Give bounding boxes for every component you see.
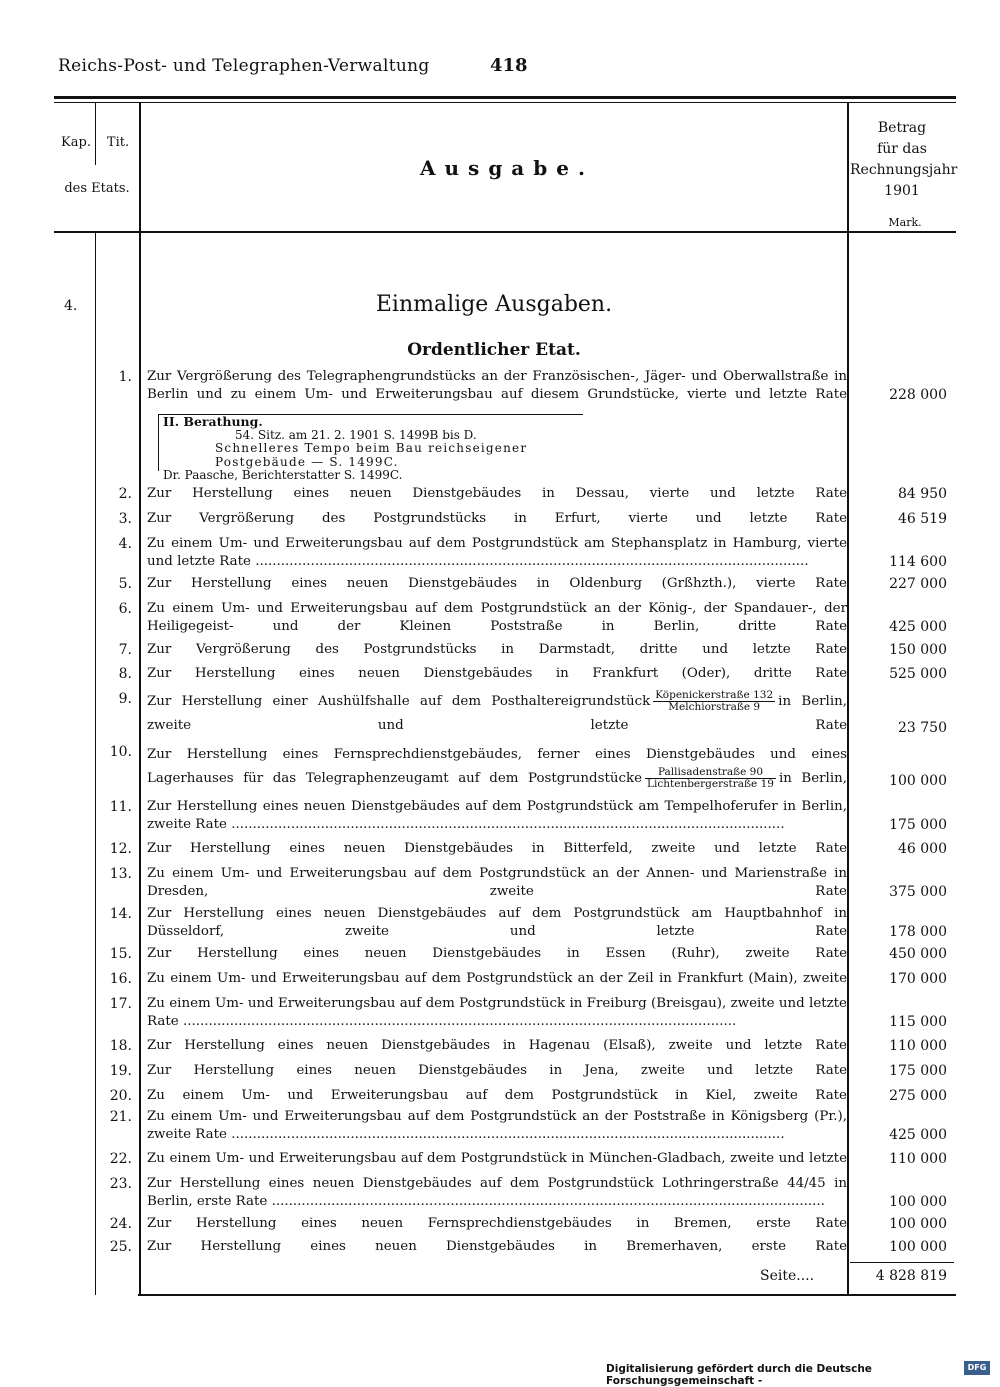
item-text	[147, 970, 847, 988]
item-number: 19.	[109, 1063, 132, 1079]
item-description: Zu einem Um- und Erweiterungsbau auf dem Postgrundstück in Freiburg (Breisgau), zweite und letzte Rate	[147, 996, 847, 1029]
item-text	[147, 368, 847, 404]
col-rule-kap-tit	[95, 103, 96, 165]
item-description: Zur Herstellung eines neuen Dienstgebäudes in Bitterfeld, zweite und letzte Rate	[147, 841, 847, 856]
dfg-logo: DFG	[964, 1361, 990, 1375]
item-number: 25.	[109, 1239, 132, 1255]
item-amount: 175 000	[889, 817, 947, 833]
item-description: Zu einem Um- und Erweiterungsbau auf dem Postgrundstück in München-Gladbach, zweite und letzte	[147, 1151, 847, 1166]
top-rule-thin	[54, 102, 956, 103]
item-text	[147, 690, 847, 738]
address-fraction-top: Pallisadenstraße 90	[645, 767, 776, 779]
item-amount: 114 600	[889, 554, 947, 570]
running-title: Reichs-Post- und Telegraphen-Verwaltung	[58, 56, 430, 76]
address-fraction	[653, 690, 775, 713]
item-text	[147, 1037, 847, 1055]
dot-leader: ..................................................................................................................................	[267, 1194, 825, 1209]
item-text	[147, 865, 847, 901]
item-amount: 23 750	[898, 720, 947, 736]
item-number: 8.	[118, 666, 132, 682]
item-number: 5.	[118, 576, 132, 592]
address-fraction-bottom: Lichtenbergerstraße 19	[647, 778, 774, 790]
item-description: Zur Herstellung eines neuen Dienstgebäudes in Essen (Ruhr), zweite Rate	[147, 946, 847, 961]
debate-note-line-2: Schnelleres Tempo beim Bau reichseigener Postgebäude — S. 1499C.	[215, 441, 528, 469]
header-betrag-line-3: Rechnungsjahr	[850, 162, 958, 178]
item-description: Zur Vergrößerung des Telegraphengrundstücks an der Französischen-, Jäger- und Oberwallstraße in Berlin und zu einem Um- und Erweiterungsbau auf diesem Grundstücke, vierte und letzte Rate	[147, 369, 847, 402]
item-text	[147, 1238, 847, 1256]
dot-leader: ..................................................................................................................................	[226, 817, 785, 832]
item-amount: 425 000	[889, 1127, 947, 1143]
item-text	[147, 798, 847, 834]
item-text	[147, 945, 847, 963]
item-text	[147, 510, 847, 528]
item-description: Zur Vergrößerung des Postgrundstücks in Darmstadt, dritte und letzte Rate	[147, 642, 847, 657]
total-rule	[850, 1262, 954, 1263]
item-description: Zur Herstellung eines neuen Fernsprechdienstgebäudes in Bremen, erste Rate	[147, 1216, 847, 1231]
item-amount: 178 000	[889, 924, 947, 940]
item-number: 12.	[109, 841, 132, 857]
header-betrag-line-4: 1901	[884, 183, 920, 199]
item-number: 10.	[109, 744, 132, 760]
item-number: 14.	[109, 906, 132, 922]
item-number: 20.	[109, 1088, 132, 1104]
item-description: Zu einem Um- und Erweiterungsbau auf dem Postgrundstück in Kiel, zweite Rate	[147, 1088, 847, 1103]
col-rule-tit-text	[139, 103, 141, 1295]
header-des-etats: des Etats.	[64, 181, 130, 196]
item-number: 9.	[118, 691, 132, 707]
address-fraction-bottom: Melchiorstraße 9	[668, 701, 761, 713]
item-amount: 525 000	[889, 666, 947, 682]
item-number: 13.	[109, 866, 132, 882]
item-number: 22.	[109, 1151, 132, 1167]
item-text-start: Zur Herstellung einer Aushülfshalle auf dem Posthaltereigrundstück	[147, 694, 651, 709]
col-rule-text-amount	[847, 103, 849, 1295]
item-description: Zu einem Um- und Erweiterungsbau auf dem Postgrundstück an der Poststraße in Königsberg (Pr.), zweite Rate	[147, 1109, 847, 1142]
item-amount: 115 000	[889, 1014, 947, 1030]
item-text	[147, 575, 847, 593]
item-description: Zu einem Um- und Erweiterungsbau auf dem Postgrundstück an der König-, der Spandauer-, der Heiligegeist- und der Kleinen Poststraße in Berlin, dritte Rate	[147, 601, 847, 634]
item-amount: 425 000	[889, 619, 947, 635]
item-description: Zur Herstellung eines neuen Dienstgebäudes in Oldenburg (Grßhzth.), vierte Rate	[147, 576, 847, 591]
item-number: 4.	[118, 536, 132, 552]
item-description: Zur Herstellung eines neuen Dienstgebäudes auf dem Postgrundstück Lothringerstraße 44/45 in Berlin, erste Rate	[147, 1176, 847, 1209]
item-amount: 450 000	[889, 946, 947, 962]
item-text	[147, 600, 847, 636]
item-amount: 228 000	[889, 387, 947, 403]
item-text	[147, 535, 847, 571]
item-number: 16.	[109, 971, 132, 987]
dot-leader: ..................................................................................................................................	[178, 1014, 737, 1029]
section-subtitle: Ordentlicher Etat.	[407, 340, 581, 360]
header-bottom-rule	[54, 231, 956, 233]
item-description: Zur Herstellung eines neuen Dienstgebäudes in Dessau, vierte und letzte Rate	[147, 486, 847, 501]
item-text	[147, 1215, 847, 1233]
address-fraction	[645, 767, 776, 790]
item-description: Zu einem Um- und Erweiterungsbau auf dem Postgrundstück an der Zeil in Frankfurt (Main), zweite	[147, 971, 847, 986]
item-number: 21.	[109, 1109, 132, 1125]
item-amount: 110 000	[889, 1038, 947, 1054]
item-number: 23.	[109, 1176, 132, 1192]
item-amount: 100 000	[889, 1239, 947, 1255]
top-rule-thick	[54, 96, 956, 99]
item-number: 17.	[109, 996, 132, 1012]
item-text	[147, 485, 847, 503]
col-rule-tit-body	[95, 232, 96, 1295]
dfg-credit: Digitalisierung gefördert durch die Deutsche Forschungsgemeinschaft -	[606, 1363, 872, 1387]
item-amount: 84 950	[898, 486, 947, 502]
header-betrag-line-2: für das	[877, 141, 927, 157]
item-text	[147, 1175, 847, 1211]
header-tit: Tit.	[106, 135, 130, 150]
item-text	[147, 1108, 847, 1144]
header-betrag-line-1: Betrag	[877, 120, 927, 136]
item-description: Zur Herstellung eines neuen Dienstgebäudes in Hagenau (Elsaß), zweite und letzte Rate	[147, 1038, 847, 1053]
debate-note	[158, 414, 583, 482]
item-number: 6.	[118, 601, 132, 617]
item-text	[147, 665, 847, 683]
kapitel-number: 4.	[64, 298, 78, 314]
item-description: Zur Herstellung eines neuen Dienstgebäudes auf dem Postgrundstück am Tempelhoferufer in Berlin, zweite Rate	[147, 799, 847, 832]
item-number: 3.	[118, 511, 132, 527]
item-amount: 175 000	[889, 1063, 947, 1079]
item-text	[147, 840, 847, 858]
item-amount: 227 000	[889, 576, 947, 592]
item-text	[147, 995, 847, 1031]
item-number: 7.	[118, 642, 132, 658]
item-description: Zur Vergrößerung des Postgrundstücks in Erfurt, vierte und letzte Rate	[147, 511, 847, 526]
item-description: Zur Herstellung eines neuen Dienstgebäudes in Bremerhaven, erste Rate	[147, 1239, 847, 1254]
item-amount: 46 519	[898, 511, 947, 527]
header-mark: Mark.	[888, 216, 922, 229]
item-text-end: in Berlin,	[778, 771, 847, 786]
dot-leader: ..................................................................................................................................	[226, 1127, 785, 1142]
dot-leader: ..................................................................................................................................	[250, 554, 809, 569]
item-description: Zur Herstellung eines neuen Dienstgebäudes in Jena, zweite und letzte Rate	[147, 1063, 847, 1078]
item-text-end: in Berlin, zweite und letzte Rate	[147, 694, 847, 733]
item-number: 18.	[109, 1038, 132, 1054]
table-bottom-rule	[138, 1294, 956, 1296]
item-number: 11.	[109, 799, 132, 815]
item-amount: 275 000	[889, 1088, 947, 1104]
header-ausgabe: Ausgabe.	[420, 156, 594, 180]
seite-label: Seite....	[760, 1268, 815, 1284]
item-amount: 170 000	[889, 971, 947, 987]
address-fraction-top: Köpenickerstraße 132	[655, 690, 774, 701]
item-number: 24.	[109, 1216, 132, 1232]
section-title: Einmalige Ausgaben.	[375, 292, 613, 317]
item-description: Zur Herstellung eines neuen Dienstgebäudes auf dem Postgrundstück am Hauptbahnhof in Düsseldorf, zweite und letzte Rate	[147, 906, 847, 939]
debate-note-line-3: Dr. Paasche, Berichterstatter S. 1499C.	[163, 468, 403, 482]
item-text	[147, 641, 847, 659]
item-text	[147, 1062, 847, 1080]
item-amount: 100 000	[889, 773, 947, 789]
item-number: 2.	[118, 486, 132, 502]
item-description: Zu einem Um- und Erweiterungsbau auf dem Postgrundstück an der Annen- und Marienstraße in Dresden, zweite Rate	[147, 866, 847, 899]
item-amount: 46 000	[898, 841, 947, 857]
header-kap: Kap.	[61, 135, 91, 150]
item-amount: 110 000	[889, 1151, 947, 1167]
item-description: Zur Herstellung eines neuen Dienstgebäudes in Frankfurt (Oder), dritte Rate	[147, 666, 847, 681]
item-amount: 150 000	[889, 642, 947, 658]
header-betrag	[850, 118, 958, 202]
item-number: 15.	[109, 946, 132, 962]
item-amount: 100 000	[889, 1216, 947, 1232]
item-description: Zu einem Um- und Erweiterungsbau auf dem Postgrundstück am Stephansplatz in Hamburg, vierte und letzte Rate	[147, 536, 847, 569]
page-total: 4 828 819	[875, 1268, 947, 1284]
item-amount: 100 000	[889, 1194, 947, 1210]
debate-note-line-1: 54. Sitz. am 21. 2. 1901 S. 1499B bis D.	[235, 427, 477, 442]
item-number: 1.	[118, 369, 132, 385]
item-text	[147, 1150, 847, 1168]
item-text	[147, 743, 847, 791]
item-amount: 375 000	[889, 884, 947, 900]
page-number: 418	[490, 55, 528, 76]
item-text-start: Zur Herstellung eines Fernsprechdienstgebäudes, ferner eines Dienstgebäudes und eines Lagerhauses für das Telegraphenzeugamt auf dem Postgrundstücke	[147, 747, 847, 786]
item-text	[147, 1087, 847, 1105]
debate-note-heading: II. Berathung.	[163, 414, 263, 429]
item-text	[147, 905, 847, 941]
